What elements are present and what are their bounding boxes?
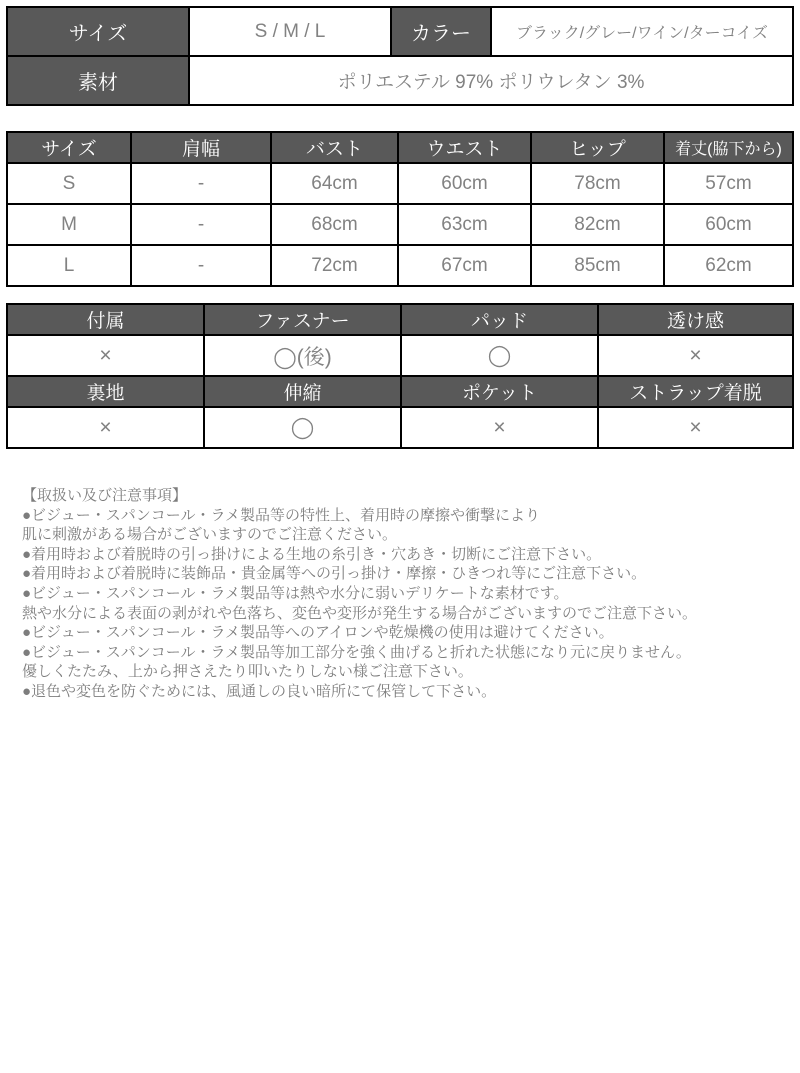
notes-title: 【取扱い及び注意事項】 <box>22 487 188 504</box>
cell: 62cm <box>664 245 793 286</box>
cell: - <box>131 204 271 245</box>
material-value: ポリエステル 97% ポリウレタン 3% <box>189 56 793 105</box>
material-label: 素材 <box>7 56 189 105</box>
measurements-header-row <box>7 132 793 163</box>
color-value: ブラック/グレー/ワイン/ターコイズ <box>491 7 793 56</box>
col-header-length: 着丈(脇下から) <box>664 132 793 163</box>
features-header-row-2 <box>7 376 793 407</box>
cell: S <box>7 163 131 204</box>
cell: 78cm <box>531 163 664 204</box>
feature-header-accessory: 付属 <box>7 304 204 335</box>
notes-line: 熱や水分による表面の剥がれや色落ち、変色や変形が発生する場合がございますのでご注意下さい。 <box>22 604 698 622</box>
cell: L <box>7 245 131 286</box>
feature-value-sheerness: × <box>598 335 793 376</box>
col-header-size: サイズ <box>7 132 131 163</box>
cell: 57cm <box>664 163 793 204</box>
spec-row-material <box>7 56 793 105</box>
col-header-waist: ウエスト <box>398 132 531 163</box>
features-header-row-1 <box>7 304 793 335</box>
features-table <box>6 303 794 449</box>
feature-value-accessory: × <box>7 335 204 376</box>
size-value: S / M / L <box>189 7 391 56</box>
feature-header-sheerness: 透け感 <box>598 304 793 335</box>
notes-line: ●着用時および着脱時の引っ掛けによる生地の糸引き・穴あき・切断にご注意下さい。 <box>22 545 602 563</box>
notes-line: 優しくたたみ、上から押さえたり叩いたりしない様ご注意下さい。 <box>22 663 473 681</box>
feature-value-stretch: ◯ <box>204 407 401 448</box>
col-header-shoulder: 肩幅 <box>131 132 271 163</box>
feature-value-pad: ◯ <box>401 335 598 376</box>
spec-row-size-color <box>7 7 793 56</box>
product-spec-page <box>0 6 800 702</box>
table-row-size-s <box>7 163 793 204</box>
table-row-size-m <box>7 204 793 245</box>
table-row-size-l <box>7 245 793 286</box>
features-value-row-2 <box>7 407 793 448</box>
notes-line: ●ビジュー・スパンコール・ラメ製品等へのアイロンや乾燥機の使用は避けてください。 <box>22 624 614 642</box>
cell: 82cm <box>531 204 664 245</box>
measurements-table <box>6 131 794 287</box>
feature-header-lining: 裏地 <box>7 376 204 407</box>
cell: 64cm <box>271 163 398 204</box>
feature-header-strap: ストラップ着脱 <box>598 376 793 407</box>
cell: 72cm <box>271 245 398 286</box>
cell: 60cm <box>664 204 793 245</box>
col-header-bust: バスト <box>271 132 398 163</box>
features-value-row-1 <box>7 335 793 376</box>
notes-line: ●着用時および着脱時に装飾品・貴金属等への引っ掛け・摩擦・ひきつれ等にご注意下さい。 <box>22 565 647 583</box>
feature-value-strap: × <box>598 407 793 448</box>
feature-header-fastener: ファスナー <box>204 304 401 335</box>
notes-line: ●退色や変色を防ぐためには、風通しの良い暗所にて保管して下さい。 <box>22 682 497 700</box>
notes-line: ●ビジュー・スパンコール・ラメ製品等の特性上、着用時の摩擦や衝撃により <box>22 506 541 524</box>
col-header-hip: ヒップ <box>531 132 664 163</box>
spec-table <box>6 6 794 106</box>
feature-value-fastener: ◯(後) <box>204 335 401 376</box>
feature-value-lining: × <box>7 407 204 448</box>
notes-line: ●ビジュー・スパンコール・ラメ製品等は熱や水分に弱いデリケートな素材です。 <box>22 584 569 602</box>
feature-header-stretch: 伸縮 <box>204 376 401 407</box>
cell: 63cm <box>398 204 531 245</box>
size-label: サイズ <box>7 7 189 56</box>
feature-header-pocket: ポケット <box>401 376 598 407</box>
cell: 85cm <box>531 245 664 286</box>
cell: 67cm <box>398 245 531 286</box>
notes-line: 肌に刺激がある場合がございますのでご注意ください。 <box>22 526 398 544</box>
feature-value-pocket: × <box>401 407 598 448</box>
cell: 68cm <box>271 204 398 245</box>
color-label: カラー <box>391 7 491 56</box>
cell: 60cm <box>398 163 531 204</box>
notes-line: ●ビジュー・スパンコール・ラメ製品等加工部分を強く曲げると折れた状態になり元に戻りません。 <box>22 643 691 661</box>
care-notes <box>22 486 800 702</box>
cell: - <box>131 245 271 286</box>
cell: M <box>7 204 131 245</box>
feature-header-pad: パッド <box>401 304 598 335</box>
cell: - <box>131 163 271 204</box>
